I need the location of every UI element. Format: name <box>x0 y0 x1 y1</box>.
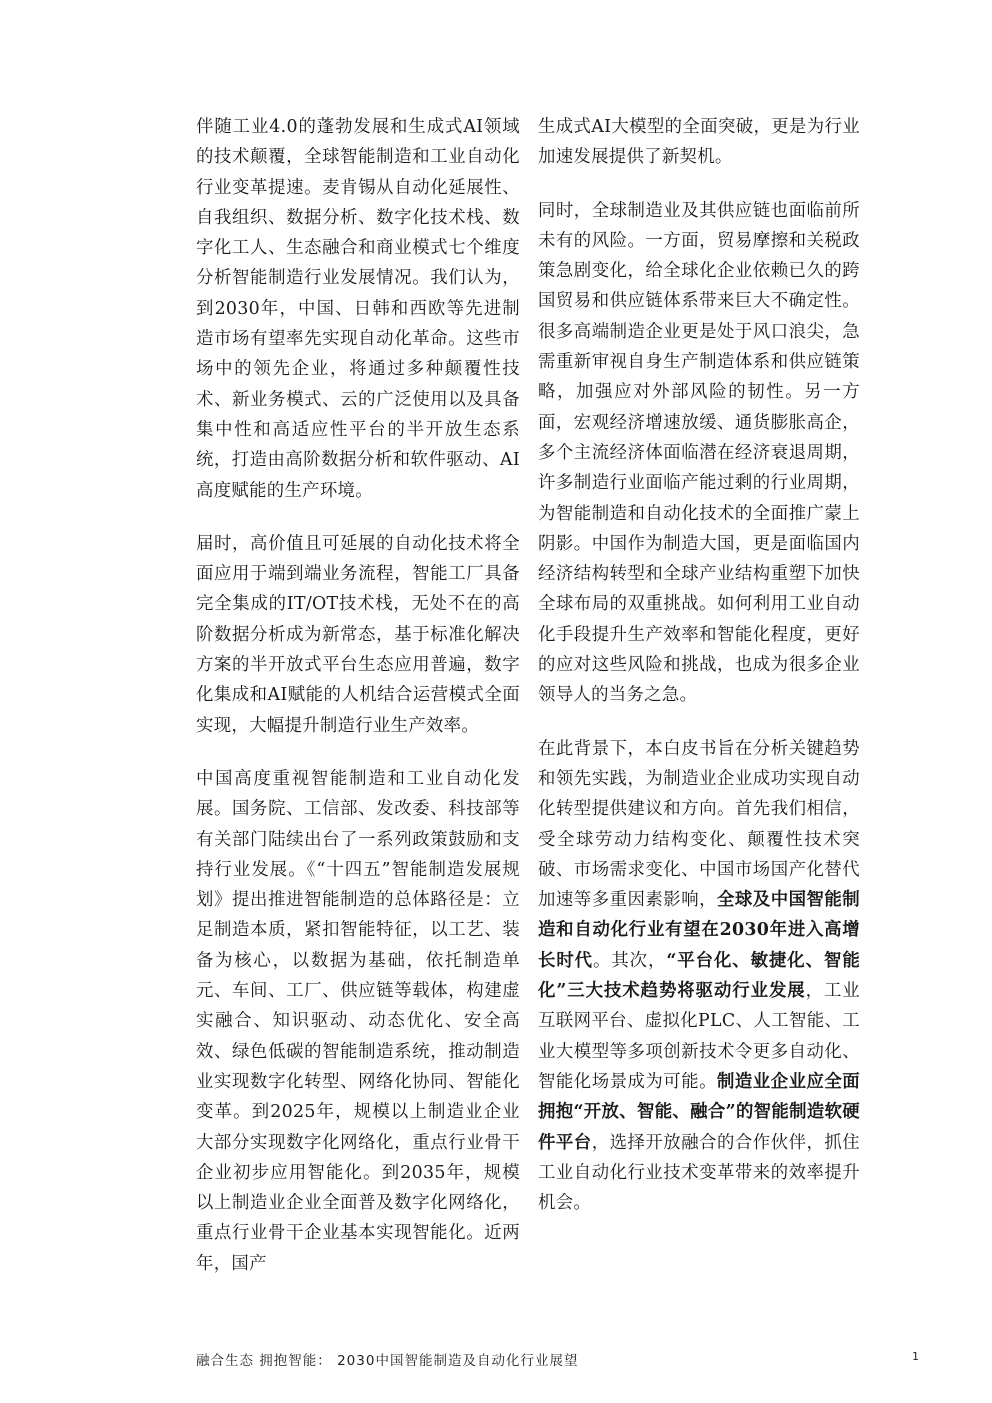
background-text-e: ，工业互联网平台、虚拟化PLC、人工智能、工业大模型等多项创新技术令更多自动化、智能化场景成为可能。 <box>538 981 860 1092</box>
highlight-tech-trends: “平台化、敏捷化、智能化”三大技术趋势将驱动行业发展 <box>538 950 861 1002</box>
page-number: 1 <box>912 1350 919 1363</box>
background-text-c: 。其次， <box>593 950 667 971</box>
background-text-a: 在此背景下，本白皮书旨在分析关键趋势和领先实践，为制造业企业成功实现自动化转型提供建议和方向。首先我们相信，受全球劳动力结构变化、颠覆性技术突破、市场需求变化、中国市场国产化替代加速等多重因素影响， <box>538 738 860 911</box>
paragraph-intro: 伴随工业4.0的蓬勃发展和生成式AI领域的技术颠覆，全球智能制造和工业自动化行业变革提速。麦肯锡从自动化延展性、自我组织、数据分析、数字化技术栈、数字化工人、生态融合和商业模式七个维度分析智能制造行业发展情况。我们认为，到2030年，中国、日韩和西欧等先进制造市场有望率先实现自动化革命。这些市场中的领先企业，将通过多种颠覆性技术、新业务模式、云的广泛使用以及具备集中性和高适应性平台的半开放生态系统，打造由高阶数据分析和软件驱动、AI高度赋能的生产环境。 <box>196 117 520 501</box>
paragraph-risks: 同时，全球制造业及其供应链也面临前所未有的风险。一方面，贸易摩擦和关税政策急剧变化，给全球化企业依赖已久的跨国贸易和供应链体系带来巨大不确定性。很多高端制造企业更是处于风口浪尖，急需重新审视自身生产制造体系和供应链策略，加强应对外部风险的韧性。另一方面，宏观经济增速放缓、通货膨胀高企，多个主流经济体面临潜在经济衰退周期，许多制造行业面临产能过剩的行业周期，为智能制造和自动化技术的全面推广蒙上阴影。中国作为制造大国，更是面临国内经济结构转型和全球产业结构重塑下加快全球布局的双重挑战。如何利用工业自动化手段提升生产效率和智能化程度，更好的应对这些风险和挑战，也成为很多企业领导人的当务之急。 <box>538 200 860 706</box>
paragraph-automation-vision: 届时，高价值且可延展的自动化技术将全面应用于端到端业务流程，智能工厂具备完全集成的IT/OT技术栈，无处不在的高阶数据分析成为新常态，基于标准化解决方案的半开放式平台生态应用普遍，数字化集成和AI赋能的人机结合运营模式全面实现，大幅提升制造行业生产效率。 <box>196 533 520 736</box>
paragraph-background <box>538 734 860 1219</box>
highlight-growth-era: 全球及中国智能制造和自动化行业有望在2030年进入高增长时代 <box>538 890 860 971</box>
background-text-g: ，选择开放融合的合作伙伴，抓住工业自动化行业技术变革带来的效率提升机会。 <box>538 1132 860 1214</box>
paragraph-genai-opportunity: 生成式AI大模型的全面突破，更是为行业加速发展提供了新契机。 <box>538 117 860 168</box>
left-column <box>196 112 520 1279</box>
highlight-platform: 制造业企业应全面拥抱“开放、智能、融合”的智能制造软硬件平台 <box>538 1071 860 1153</box>
right-column <box>538 112 860 1218</box>
paragraph-china-policy: 中国高度重视智能制造和工业自动化发展。国务院、工信部、发改委、科技部等有关部门陆续出台了一系列政策鼓励和支持行业发展。《“十四五”智能制造发展规划》提出推进智能制造的总体路径是：立足制造本质，紧扣智能特征，以工艺、装备为核心，以数据为基础，依托制造单元、车间、工厂、供应链等载体，构建虚实融合、知识驱动、动态优化、安全高效、绿色低碳的智能制造系统，推动制造业实现数字化转型、网络化协同、智能化变革。到2025年，规模以上制造业企业大部分实现数字化网络化，重点行业骨干企业初步应用智能化。到2035年，规模以上制造业企业全面普及数字化网络化，重点行业骨干企业基本实现智能化。近两年，国产 <box>196 768 520 1274</box>
footer-title: 融合生态 拥抱智能： 2030中国智能制造及自动化行业展望 <box>196 1353 579 1369</box>
